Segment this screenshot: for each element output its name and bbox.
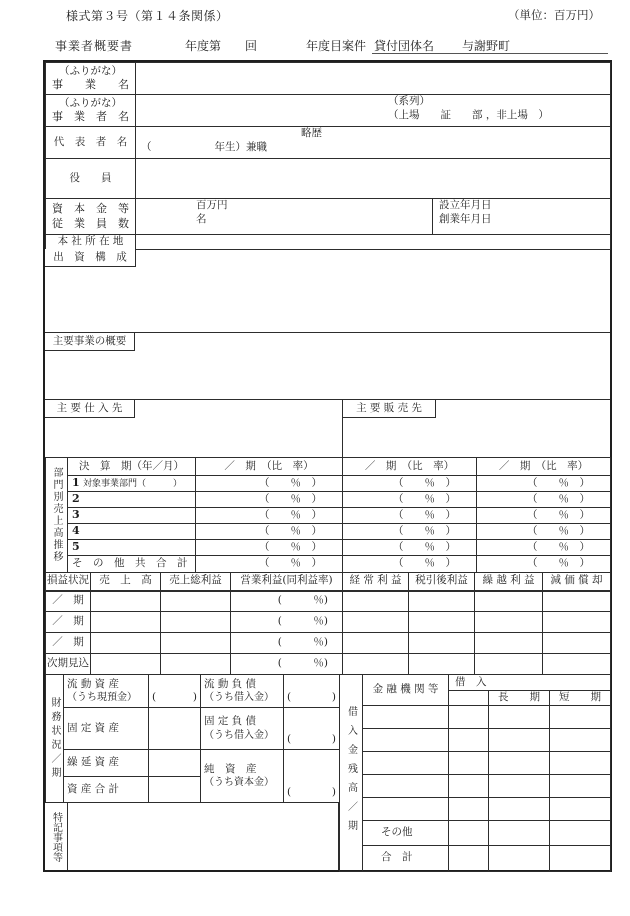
operator-name-field [136,95,611,127]
pl-pct-cell: ( ％) [231,654,343,675]
financial-position-table [45,674,340,803]
long-term-cell [489,728,550,751]
pl-row-label: ／ 期 [46,633,91,654]
head-office-field [136,235,611,250]
pl-pct-cell: ( ％) [231,633,343,654]
sales-row-label: 2 [68,492,196,508]
short-term-cell [550,705,611,728]
operator-furigana-label: （ふりがな） [59,96,122,109]
sales-pct-cell: （ ％ ） [196,524,343,540]
sales-pct-cell: （ ％ ） [196,492,343,508]
history-label: 略歴 [301,127,322,139]
representative-field [136,127,611,159]
bank-cell [363,797,449,820]
pl-cell [343,633,409,654]
total-label-cell: 合 計 [363,845,449,871]
sales-pct-cell: （ ％ ） [196,508,343,524]
sales-row-label: 3 [68,508,196,524]
pl-cell [343,591,409,612]
pl-header-operating: 営業利益(同利益率) [231,573,343,591]
ownership-label: 出 資 構 成 [45,249,136,267]
pl-cell [91,612,161,633]
pl-cell [343,612,409,633]
sales-row-label: 5 [68,540,196,556]
pl-cell [161,612,231,633]
sales-trend-table [45,457,611,573]
unit-note: （単位：百万円） [508,8,600,22]
lender-underline [372,37,608,54]
notes-side-label: 特記事項等 [50,811,62,862]
pl-header-ordinary: 経 常 利 益 [343,573,409,591]
pl-cell [409,633,475,654]
employees-unit: 名 [196,212,207,225]
pl-cell [161,633,231,654]
bank-cell [363,751,449,774]
officers-label-cell: 役 員 [46,159,136,199]
period-header: 決 算 期（年／月） [68,458,196,476]
pl-cell [91,591,161,612]
borrow-side-label-cell [340,675,363,872]
pl-cell [543,654,611,675]
pl-cell [475,591,543,612]
borrow-cell [449,751,489,774]
lender-value: 与謝野町 [462,39,511,53]
sales-pct-cell: （ ％ ） [196,476,343,492]
fixed-liabilities-label-cell: 固 定 負 債 （うち借入金） [201,708,284,750]
business-outline-label: 主要事業の概要 [45,333,135,351]
title-row [0,37,630,54]
pl-cell [409,654,475,675]
current-liabilities-value: ( ) [284,675,340,708]
representative-label-cell: 代 表 者 名 [46,127,136,159]
short-term-cell [550,751,611,774]
short-term-cell [550,845,611,871]
officers-field [136,159,611,199]
other-label-cell: その他 [363,820,449,845]
suppliers-label: 主 要 仕 入 先 [45,400,135,418]
net-assets-label-cell: 純 資 産 （うち資本金） [201,750,284,803]
sales-pct-cell: （ ％ ） [477,540,611,556]
total-assets-label-cell: 資 産 合 計 [64,777,149,803]
notes-section [45,802,339,870]
sales-row-label: 4 [68,524,196,540]
case-label: 年度目案件 [306,39,367,53]
long-term-cell [489,751,550,774]
capital-label-cell [46,199,136,235]
sales-pct-cell: （ ％ ） [477,476,611,492]
fixed-assets-label-cell: 固 定 資 産 [64,708,149,750]
long-term-cell [489,797,550,820]
sales-pct-cell: （ ％ ） [477,508,611,524]
pl-pct-cell: ( ％) [231,591,343,612]
pl-header-gross: 売上総利益 [161,573,231,591]
pl-row-label: 次期見込 [46,654,91,675]
short-term-cell [550,797,611,820]
sales-pct-cell: （ ％ ） [343,540,477,556]
business-outline-section [45,332,610,399]
pl-row-label: ／ 期 [46,612,91,633]
sales-pct-cell: （ ％ ） [477,556,611,573]
sales-pct-cell: （ ％ ） [343,476,477,492]
pl-row-label: ／ 期 [46,591,91,612]
sales-pct-cell: （ ％ ） [477,524,611,540]
pl-cell [543,633,611,654]
form-table [43,60,612,872]
long-term-cell [489,845,550,871]
borrow-header: 借 入 [449,675,611,691]
sales-pct-cell: （ ％ ） [196,556,343,573]
borrow-cell [449,845,489,871]
form-title: 事業者概要書 [55,39,134,53]
business-name-label-cell [46,63,136,95]
pl-cell [475,612,543,633]
finance-side-label-cell [46,675,64,803]
established-label: 設立年月日 [439,199,492,211]
long-term-cell [489,705,550,728]
bank-cell [363,774,449,797]
short-term-cell [550,728,611,751]
keiretsu-label: （系列） [388,95,430,107]
current-assets-label-cell: 流 動 資 産 （うち現預金） [64,675,149,708]
borrow-cell [449,705,489,728]
long-term-cell [489,820,550,845]
head-office-label: 本 社 所 在 地 [46,235,136,250]
borrow-cell [449,728,489,751]
form-number: 様式第３号（第１４条関係） [66,9,229,23]
pl-cell [343,654,409,675]
ownership-section [45,249,610,332]
pl-header-sales: 売 上 高 [91,573,161,591]
bank-header: 金 融 機 関 等 [363,675,449,706]
pl-header-carryover: 繰 越 利 益 [475,573,543,591]
suppliers-customers-section [45,399,610,457]
operator-name-label-cell [46,95,136,127]
ratio-header-3: ／ 期 （比 率） [477,458,611,476]
round-label: 回 [245,39,258,53]
short-term-header: 短 期 [550,691,611,706]
dates-field [433,199,611,235]
pl-header-aftertax: 税引後利益 [409,573,475,591]
sales-row-label: 1 対象事業部門（ ） [68,476,196,492]
operator-name-label: 事 業 者 名 [52,110,129,124]
sales-pct-cell: （ ％ ） [196,540,343,556]
furigana-label: （ふりがな） [59,64,122,77]
borrowings-table [339,674,611,872]
short-term-cell [550,774,611,797]
listing-label: （上場 証 部 ，非上場 ） [388,108,549,121]
sales-pct-cell: （ ％ ） [477,492,611,508]
pl-cell [91,654,161,675]
bank-cell [363,705,449,728]
long-term-cell [489,774,550,797]
borrow-cell [449,820,489,845]
lender-label: 貸付団体名 [374,39,435,53]
borrow-cell [449,774,489,797]
employees-label: 従 業 員 数 [52,216,129,230]
sales-pct-cell: （ ％ ） [343,508,477,524]
suppliers-cell [45,400,342,457]
pl-cell [543,612,611,633]
deferred-assets-label-cell: 繰 延 資 産 [64,750,149,777]
capital-label: 資 本 金 等 [52,202,129,216]
sales-pct-cell: （ ％ ） [343,524,477,540]
finance-side-label: 財務状況／期 [49,696,60,781]
sales-pct-cell: （ ％ ） [343,556,477,573]
pl-cell [161,591,231,612]
pl-header-depreciation: 減 価 償 却 [543,573,611,591]
pl-side-header: 損益状況 [46,573,91,591]
pl-cell [543,591,611,612]
customers-label: 主 要 販 売 先 [343,400,436,418]
pl-cell [409,612,475,633]
ratio-header-1: ／ 期 （比 率） [196,458,343,476]
borrow-subcol-cell [449,691,489,706]
sales-row-label: そ の 他 共 合 計 [68,556,196,573]
net-assets-value: ( ) [284,750,340,803]
customers-cell [342,400,611,457]
fixed-assets-value [149,708,201,750]
current-assets-value: ( ) [149,675,201,708]
sales-pct-cell: （ ％ ） [343,492,477,508]
long-term-header: 長 期 [489,691,550,706]
business-name-field [136,63,611,95]
pl-cell [475,654,543,675]
business-name-label: 事 業 名 [52,78,129,92]
profit-loss-table [45,572,611,675]
pl-cell [91,633,161,654]
pl-cell [409,591,475,612]
fixed-liabilities-value: ( ) [284,708,340,750]
capital-field [136,199,433,235]
current-liabilities-label-cell: 流 動 負 債 （うち借入金） [201,675,284,708]
pl-cell [475,633,543,654]
total-assets-value [149,777,201,803]
birth-sidejob-label: （ 年生）兼職 [141,140,267,153]
basic-info-table [45,62,611,250]
ratio-header-2: ／ 期 （比 率） [343,458,477,476]
short-term-cell [550,820,611,845]
deferred-assets-value [149,750,201,777]
bank-cell [363,728,449,751]
borrow-side-label: 借入金残高／期 [345,706,357,840]
pl-pct-cell: ( ％) [231,612,343,633]
sales-side-label-cell [46,458,68,573]
founded-label: 創業年月日 [439,212,492,225]
sales-side-label: 部門別売上高推移 [51,467,62,563]
borrow-cell [449,797,489,820]
pl-cell [161,654,231,675]
fiscal-year-label: 年度第 [185,39,222,53]
capital-unit: 百万円 [196,199,228,211]
notes-side-label-cell [45,803,68,870]
